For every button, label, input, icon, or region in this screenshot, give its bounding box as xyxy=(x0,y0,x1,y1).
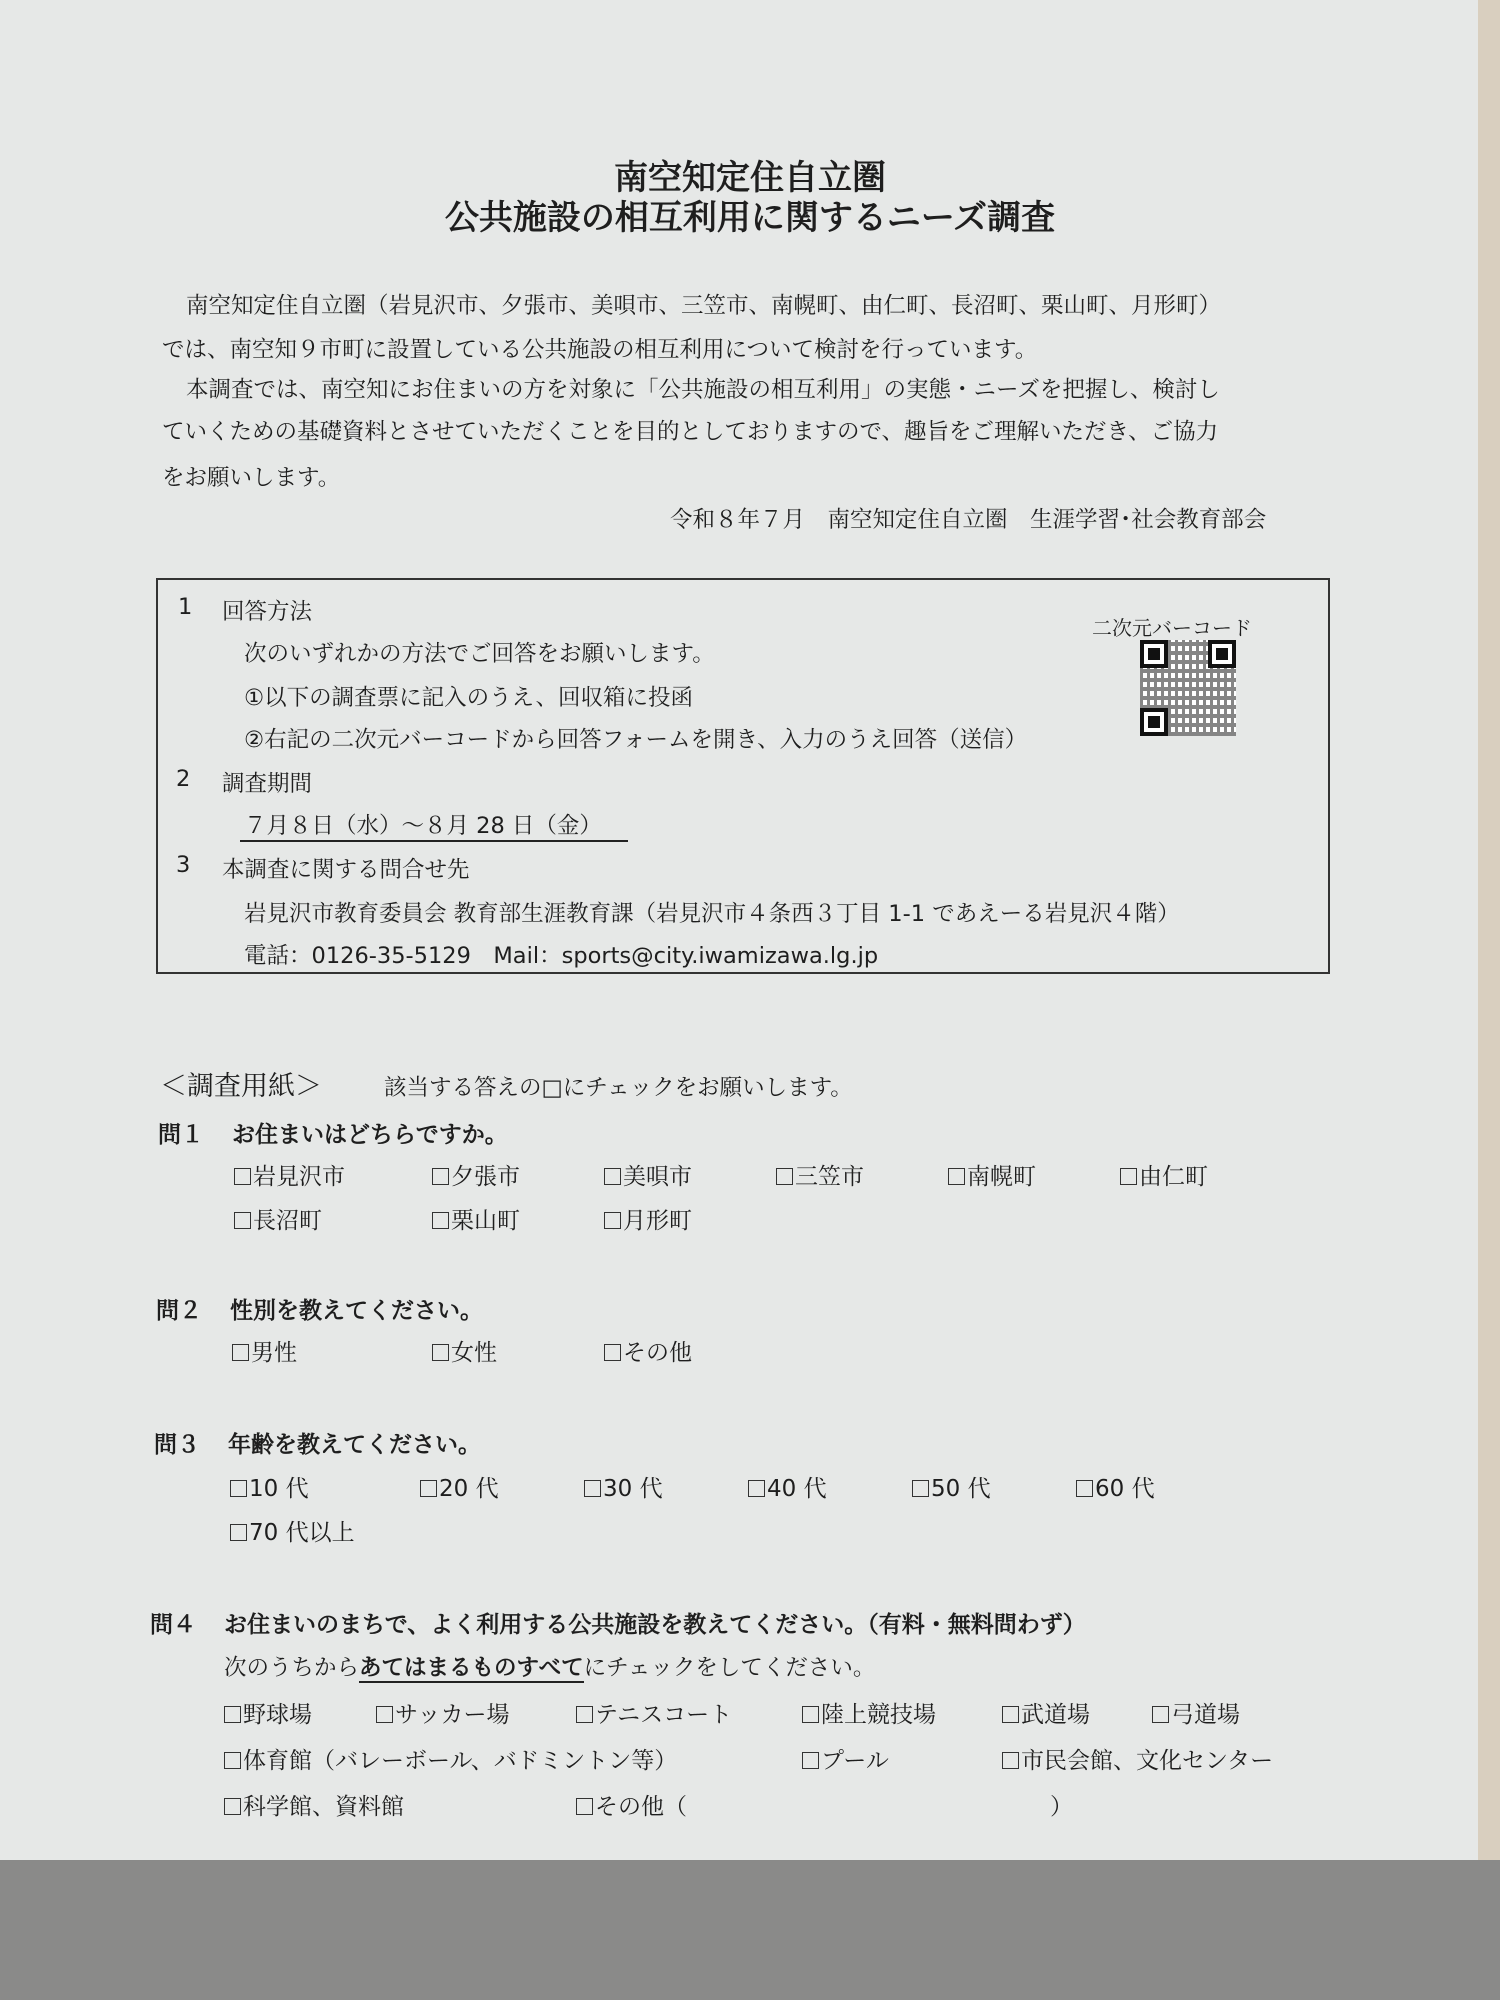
title-line-2: 公共施設の相互利用に関するニーズ調査 xyxy=(444,198,1056,238)
q2-option[interactable]: 女性 xyxy=(432,1334,497,1367)
q1-option[interactable]: 美唄市 xyxy=(604,1158,692,1191)
checkbox[interactable] xyxy=(576,1798,593,1815)
q3-option[interactable]: 20 代 xyxy=(420,1470,499,1503)
checkbox[interactable] xyxy=(224,1706,241,1723)
q3-option[interactable]: 10 代 xyxy=(230,1470,309,1503)
s1-line2: ①以下の調査票に記入のうえ、回収箱に投函 xyxy=(244,685,694,711)
checkbox[interactable] xyxy=(230,1480,247,1497)
q1-label: 問１ xyxy=(158,1122,204,1148)
q3-option[interactable]: 40 代 xyxy=(748,1470,827,1503)
q3-option[interactable]: 30 代 xyxy=(584,1470,663,1503)
q2-label: 問２ xyxy=(156,1298,202,1324)
q3-option[interactable]: 50 代 xyxy=(912,1470,991,1503)
q1-option[interactable]: 由仁町 xyxy=(1120,1158,1208,1191)
q4-option[interactable]: 科学館、資料館 xyxy=(224,1788,404,1821)
checkbox[interactable] xyxy=(604,1212,621,1229)
checkbox[interactable] xyxy=(1120,1168,1137,1185)
s1-number: 1 xyxy=(178,594,193,620)
q1-text: お住まいはどちらですか。 xyxy=(232,1122,508,1148)
checkbox[interactable] xyxy=(948,1168,965,1185)
s3-line2: 電話：0126-35-5129 Mail：sports@city.iwamizawa.lg.jp xyxy=(244,943,879,969)
q1-option[interactable]: 長沼町 xyxy=(234,1202,322,1235)
checkbox[interactable] xyxy=(234,1168,251,1185)
checkbox[interactable] xyxy=(802,1706,819,1723)
q1-option[interactable]: 月形町 xyxy=(604,1202,692,1235)
survey-instruction: 該当する答えの□にチェックをお願いします。 xyxy=(384,1075,853,1101)
period-underline xyxy=(240,840,628,842)
intro-p2-line1: 本調査では、南空知にお住まいの方を対象に「公共施設の相互利用」の実態・ニーズを把握し、検討し xyxy=(186,377,1220,403)
checkbox[interactable] xyxy=(1002,1752,1019,1769)
q4-option[interactable]: プール xyxy=(802,1742,889,1775)
q1-option[interactable]: 夕張市 xyxy=(432,1158,520,1191)
checkbox[interactable] xyxy=(1076,1480,1093,1497)
checkbox[interactable] xyxy=(232,1344,249,1361)
q4-other-close: ） xyxy=(1050,1794,1073,1820)
survey-heading: ＜調査用紙＞ xyxy=(160,1071,322,1102)
qr-code-icon[interactable] xyxy=(1140,640,1236,736)
q3-text: 年齢を教えてください。 xyxy=(228,1432,481,1458)
q3-label: 問３ xyxy=(154,1432,200,1458)
checkbox[interactable] xyxy=(224,1752,241,1769)
checkbox[interactable] xyxy=(1002,1706,1019,1723)
q3-option[interactable]: 60 代 xyxy=(1076,1470,1155,1503)
s3-number: 3 xyxy=(176,852,191,878)
checkbox[interactable] xyxy=(776,1168,793,1185)
s2-number: 2 xyxy=(176,766,191,792)
s3-title: 本調査に関する問合せ先 xyxy=(222,857,470,883)
checkbox[interactable] xyxy=(584,1480,601,1497)
signature: 令和８年７月 南空知定住自立圏 生涯学習･社会教育部会 xyxy=(670,507,1267,533)
checkbox[interactable] xyxy=(230,1524,247,1541)
intro-p2-line3: をお願いします。 xyxy=(162,465,341,491)
checkbox[interactable] xyxy=(912,1480,929,1497)
intro-p2-line2: ていくための基礎資料とさせていただくことを目的としておりますので、趣旨をご理解いただき、ご協力 xyxy=(162,419,1219,445)
checkbox[interactable] xyxy=(432,1212,449,1229)
checkbox[interactable] xyxy=(224,1798,241,1815)
s3-line1: 岩見沢市教育委員会 教育部生涯教育課（岩見沢市４条西３丁目 1-1 であえーる岩見沢４階） xyxy=(244,901,1180,927)
q4-option[interactable]: サッカー場 xyxy=(376,1696,510,1729)
qr-label: 二次元バーコード xyxy=(1092,616,1252,640)
q2-option[interactable]: 男性 xyxy=(232,1334,297,1367)
checkbox[interactable] xyxy=(376,1706,393,1723)
checkbox[interactable] xyxy=(1152,1706,1169,1723)
q1-option[interactable]: 南幌町 xyxy=(948,1158,1036,1191)
q4-emphasis: あてはまるものすべて xyxy=(359,1655,584,1681)
s1-title: 回答方法 xyxy=(222,599,313,625)
q3-option[interactable]: 70 代以上 xyxy=(230,1514,355,1547)
q4-option[interactable]: テニスコート xyxy=(576,1696,732,1729)
checkbox[interactable] xyxy=(748,1480,765,1497)
s1-line1: 次のいずれかの方法でご回答をお願いします。 xyxy=(244,641,715,667)
q4-option-other[interactable]: その他（ xyxy=(576,1788,687,1821)
q4-label: 問４ xyxy=(150,1612,196,1638)
q4-option[interactable]: 弓道場 xyxy=(1152,1696,1240,1729)
q4-option[interactable]: 陸上競技場 xyxy=(802,1696,936,1729)
q2-option[interactable]: その他 xyxy=(604,1334,692,1367)
checkbox[interactable] xyxy=(576,1706,593,1723)
checkbox[interactable] xyxy=(432,1344,449,1361)
checkbox[interactable] xyxy=(234,1212,251,1229)
s2-period: ７月８日（水）～８月 28 日（金） xyxy=(244,813,602,839)
checkbox[interactable] xyxy=(604,1168,621,1185)
intro-p1-line1: 南空知定住自立圏（岩見沢市、夕張市、美唄市、三笠市、南幌町、由仁町、長沼町、栗山町、月形町） xyxy=(186,293,1222,319)
q1-option[interactable]: 三笠市 xyxy=(776,1158,864,1191)
intro-p1-line2: では、南空知９市町に設置している公共施設の相互利用について検討を行っています。 xyxy=(162,337,1038,363)
q4-option[interactable]: 市民会館、文化センター xyxy=(1002,1742,1273,1775)
paper-edge xyxy=(1478,0,1500,1860)
title-line-1: 南空知定住自立圏 xyxy=(614,158,886,198)
q4-option[interactable]: 野球場 xyxy=(224,1696,312,1729)
checkbox[interactable] xyxy=(420,1480,437,1497)
q1-option[interactable]: 岩見沢市 xyxy=(234,1158,345,1191)
q2-text: 性別を教えてください。 xyxy=(230,1298,483,1324)
q4-option[interactable]: 武道場 xyxy=(1002,1696,1090,1729)
q4-option[interactable]: 体育館（バレーボール、バドミントン等） xyxy=(224,1742,677,1775)
checkbox[interactable] xyxy=(802,1752,819,1769)
s1-line3: ②右記の二次元バーコードから回答フォームを開き、入力のうえ回答（送信） xyxy=(244,727,1028,753)
checkbox[interactable] xyxy=(604,1344,621,1361)
q4-sub: 次のうちからあてはまるものすべてにチェックをしてください。 xyxy=(224,1655,876,1681)
q4-text: お住まいのまちで、よく利用する公共施設を教えてください。（有料・無料問わず） xyxy=(224,1612,1086,1638)
q1-option[interactable]: 栗山町 xyxy=(432,1202,520,1235)
s2-title: 調査期間 xyxy=(222,771,313,797)
checkbox[interactable] xyxy=(432,1168,449,1185)
